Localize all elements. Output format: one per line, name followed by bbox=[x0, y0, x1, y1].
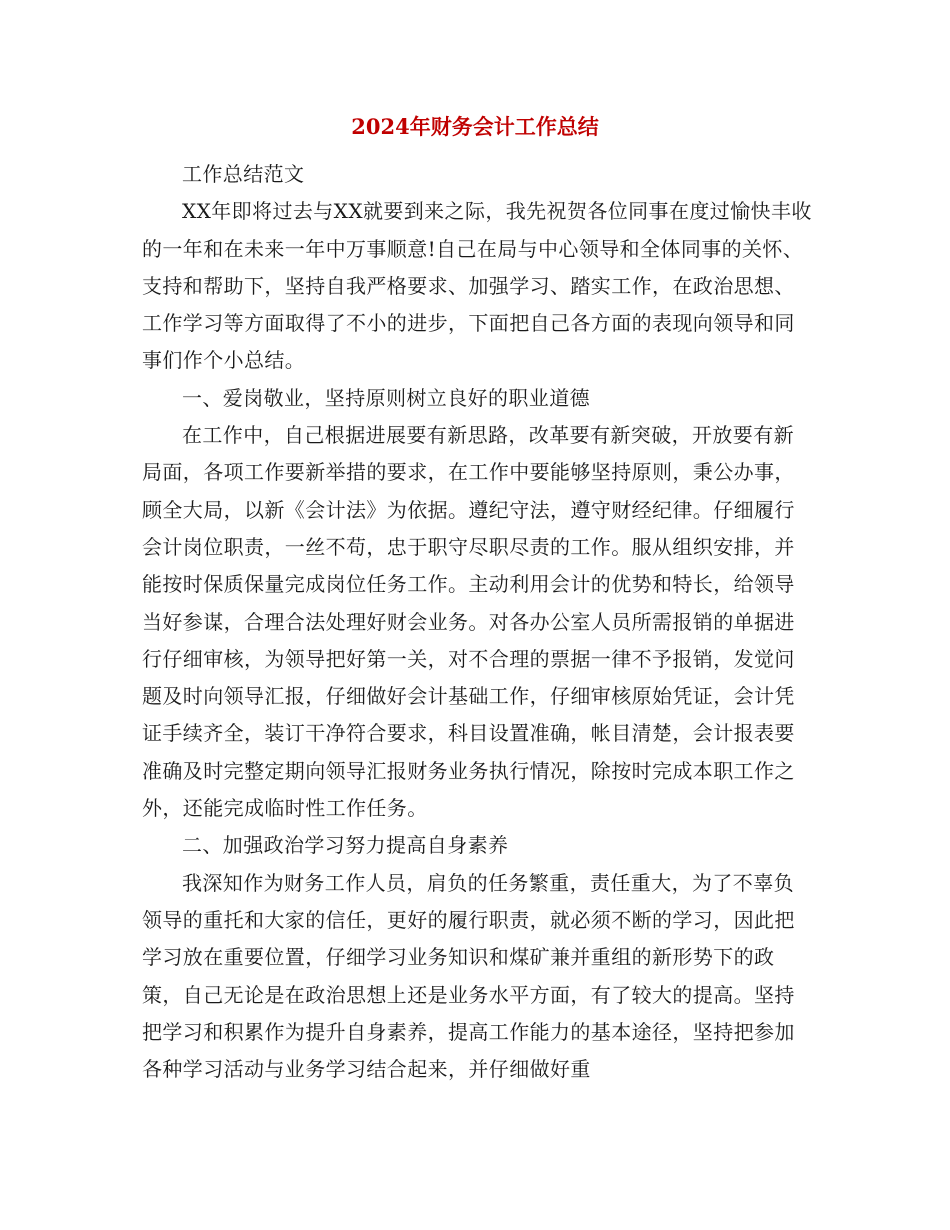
section-heading-2: 二、加强政治学习努力提高自身素养 bbox=[182, 833, 509, 858]
section-heading-1: 一、爱岗敬业，坚持原则树立良好的职业道德 bbox=[182, 385, 590, 410]
document-title: 2024年财务会计工作总结 bbox=[351, 114, 599, 139]
paragraph-heading-template: 工作总结范文 bbox=[182, 162, 305, 186]
paragraph-section-2: 我深知作为财务工作人员，肩负的任务繁重，责任重大，为了不辜负领导的重托和大家的信任，更好的履行职责，就必须不断的学习，因此把学习放在重要位置，仔细学习业务知识和煤矿兼并重组的新形势下的政策，自己无论是在政治思想上还是业务水平方面，有了较大的提高。坚持把学习和积累作为提升自身素养，提高工作能力的基本途径，坚持把参加各种学习活动与业务学习结合起来，并仔细做好重 bbox=[142, 870, 795, 1082]
paragraph-intro: XX年即将过去与XX就要到来之际，我先祝贺各位同事在度过愉快丰收的一年和在未来一年中万事顺意!自己在局与中心领导和全体同事的关怀、支持和帮助下，坚持自我严格要求、加强学习、踏实工作，在政治思想、工作学习等方面取得了不小的进步，下面把自己各方面的表现向领导和同事们作个小总结。 bbox=[142, 199, 812, 373]
paragraph-section-1: 在工作中，自己根据进展要有新思路，改革要有新突破，开放要有新局面，各项工作要新举措的要求，在工作中要能够坚持原则，秉公办事，顾全大局，以新《会计法》为依据。遵纪守法，遵守财经纪律。仔细履行会计岗位职责，一丝不苟，忠于职守尽职尽责的工作。服从组织安排，并能按时保质保量完成岗位任务工作。主动利用会计的优势和特长，给领导当好参谋，合理合法处理好财会业务。对各办公室人员所需报销的单据进行仔细审核，为领导把好第一关，对不合理的票据一律不予报销，发觉问题及时向领导汇报，仔细做好会计基础工作，仔细审核原始凭证，会计凭证手续齐全，装订干净符合要求，科目设置准确，帐目清楚，会计报表要准确及时完整定期向领导汇报财务业务执行情况，除按时完成本职工作之外，还能完成临时性工作任务。 bbox=[142, 423, 795, 821]
document-body bbox=[142, 156, 812, 1088]
